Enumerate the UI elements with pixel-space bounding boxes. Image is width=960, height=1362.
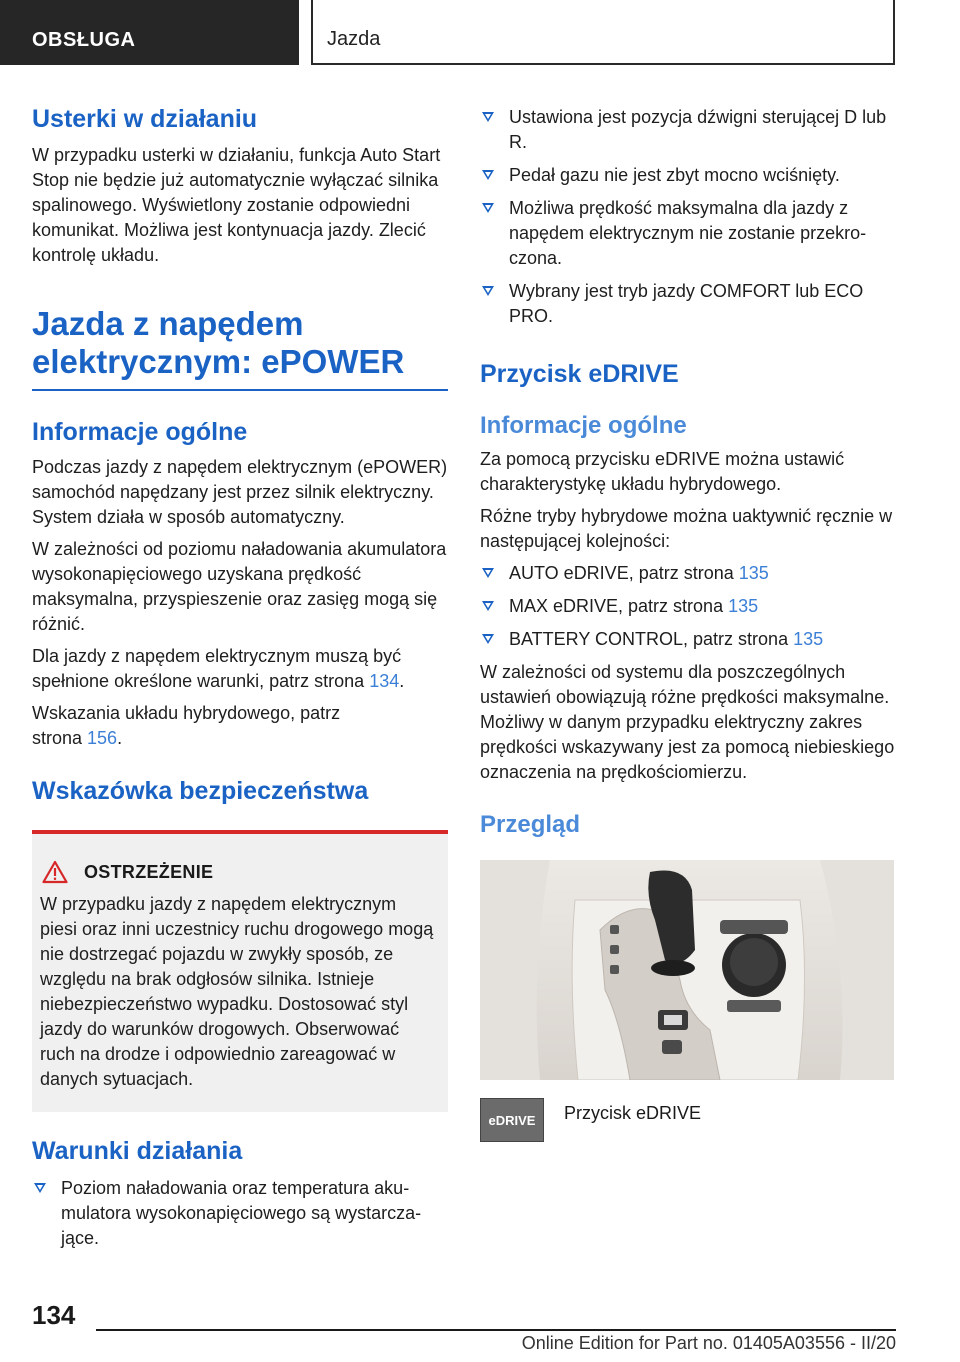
section-tab: OBSŁUGA <box>0 0 299 65</box>
center-console-photo <box>480 860 894 1080</box>
warning-text: W przypadku jazdy z napędem elektrycznym piesi oraz inni uczestnicy ruchu drogowego mogą nie dostrzegać pojazdu w zwykły sposób, ze względu na brak odgłosów silnika. Istnieje niebezpieczeństwo wypadku. Dostosować styl jazdy do warunków drogowych. Obserwować ruch na drodze i odpowiednio zareagować w danych sytuacjach. <box>40 894 434 1089</box>
page-link-135[interactable]: 135 <box>793 629 824 649</box>
mode-text: BATTERY CONTROL, patrz strona <box>509 629 794 649</box>
general-paragraph-4-end: . <box>117 728 123 748</box>
warning-title: OSTRZEŻENIE <box>84 861 214 882</box>
general-paragraph-2: W zależności od poziomu naładowania akumulatora wysokonapięciowego uzyskana prędkość maksymalna, przyspieszenie oraz zasięg mogą się różnić. <box>32 539 447 634</box>
malfunction-text: W przypadku usterki w działaniu, funkcja Auto Start Stop nie będzie już automatycznie wyłączać silnika spalinowego. Wyświetlony zostanie odpowiedni komunikat. Możliwa jest kontynuacja jazdy. Zlecić kontrolę układu. <box>32 145 441 265</box>
edition-note: Online Edition for Part no. 01405A03556 - II/20 <box>521 1333 896 1353</box>
mode-text: MAX eDRIVE, patrz strona <box>509 596 729 616</box>
page-link-156[interactable]: 156 <box>87 728 118 748</box>
general-paragraph-3-text: Dla jazdy z napędem elektrycznym muszą być spełnione określone warunki, patrz strona <box>32 646 402 691</box>
list-item <box>480 279 896 329</box>
general-paragraph-3 <box>32 644 448 694</box>
page-link-135[interactable]: 135 <box>738 563 769 583</box>
list-item-text: Pedał gazu nie jest zbyt mocno wciśnięty. <box>509 165 840 185</box>
bullet-triangle-icon <box>482 568 494 578</box>
edrive-paragraph-1: Za pomocą przycisku eDRIVE można ustawić charakterystykę układu hybrydowego. <box>480 449 845 494</box>
edrive-heading: Przycisk eDRIVE <box>480 360 679 388</box>
list-item <box>480 196 896 271</box>
general-paragraph-4-text: Wskazania układu hybrydowego, patrz strona <box>32 703 341 748</box>
left-column <box>32 100 448 1259</box>
overview-heading: Przegląd <box>480 811 581 838</box>
chapter-tab: Jazda <box>311 0 895 65</box>
general-heading: Informacje ogólne <box>32 418 248 446</box>
bullet-triangle-icon <box>482 286 494 296</box>
warning-header <box>40 860 438 884</box>
footer-divider <box>96 1329 896 1331</box>
figure-caption-row <box>480 1098 896 1142</box>
edrive-paragraph-2: Różne tryby hybrydowe można uaktywnić ręcznie w następującej kolejności: <box>480 506 893 551</box>
general-paragraph-1: Podczas jazdy z napędem elektrycznym (ePOWER) samochód napędzany jest przez silnik elektryczny. System działa w sposób automatyczny. <box>32 457 448 527</box>
page-header <box>0 0 960 66</box>
right-column <box>480 105 896 1142</box>
edrive-button-icon: eDRIVE <box>480 1098 544 1142</box>
list-item <box>480 561 896 586</box>
edrive-paragraph-3: W zależności od systemu dla poszczególnych ustawień obowiązują różne prędkości maksymalne. Możliwy w danym przypadku elektryczny zakres prędkości wskazywany jest za pomocą niebieskiego oznaczenia na prędkościomierzu. <box>480 662 895 782</box>
list-item-text: Wybrany jest tryb jazdy COMFORT lub ECO PRO. <box>509 281 864 326</box>
bullet-triangle-icon <box>34 1183 46 1193</box>
modes-list <box>480 561 896 652</box>
warning-box <box>32 830 448 1112</box>
bullet-triangle-icon <box>482 170 494 180</box>
bullet-triangle-icon <box>482 601 494 611</box>
list-item <box>480 163 896 188</box>
bullet-triangle-icon <box>482 634 494 644</box>
list-item-text: Ustawiona jest pozycja dźwigni sterującej D lub R. <box>509 107 887 152</box>
list-item <box>480 105 896 155</box>
malfunction-heading: Usterki w działaniu <box>32 105 258 133</box>
edrive-subheading: Informacje ogólne <box>480 412 687 439</box>
page-number: 134 <box>32 1300 76 1330</box>
general-paragraph-3-end: . <box>399 671 405 691</box>
epower-heading: Jazda z napędem elektrycznym: ePOWER <box>32 305 448 391</box>
page-link-134[interactable]: 134 <box>369 671 400 691</box>
bullet-triangle-icon <box>482 203 494 213</box>
list-item <box>480 594 896 619</box>
conditions-list <box>32 1176 448 1251</box>
bullet-triangle-icon <box>482 112 494 122</box>
list-item-text: Poziom naładowania oraz temperatura akumulatora wysokonapięciowego są wystarczające. <box>61 1178 422 1248</box>
conditions-list-continued <box>480 105 896 329</box>
list-item-text: Możliwa prędkość maksymalna dla jazdy z napędem elektrycznym nie zostanie przekroczona. <box>509 198 867 268</box>
list-item <box>480 627 896 652</box>
safety-heading: Wskazówka bezpieczeństwa <box>32 777 369 805</box>
list-item <box>32 1176 448 1251</box>
figure-caption: Przycisk eDRIVE <box>564 1103 702 1123</box>
mode-text: AUTO eDRIVE, patrz strona <box>509 563 739 583</box>
general-paragraph-4 <box>32 701 362 751</box>
page-link-135[interactable]: 135 <box>728 596 759 616</box>
warning-triangle-icon <box>42 860 68 884</box>
conditions-heading: Warunki działania <box>32 1137 243 1165</box>
